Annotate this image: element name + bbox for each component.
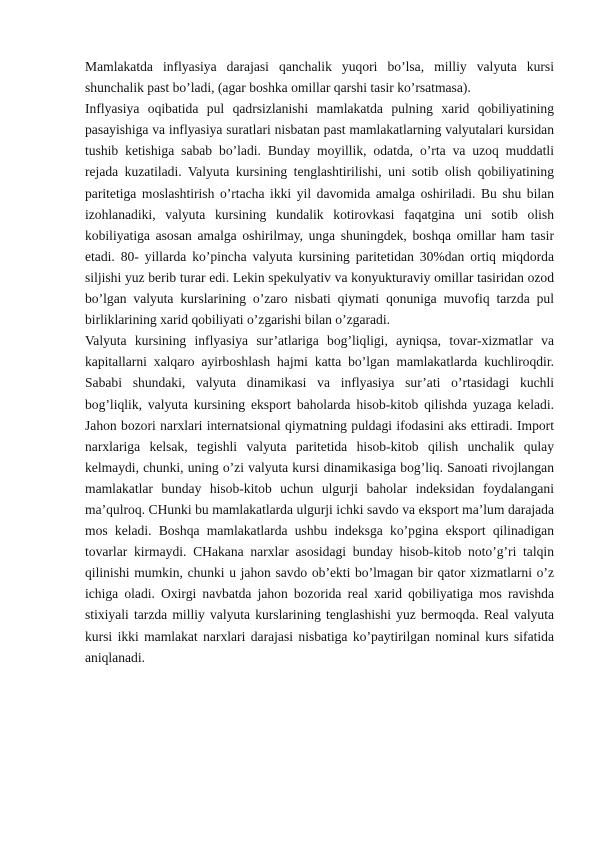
paragraph-exchange-rate-intro: Mamlakatda inflyasiya darajasi qanchalik yuqori bo’lsa, milliy valyuta kursi shunchalik past bo’ladi, (agar boshka omillar qarshi tasir ko’rsatmasa). [85, 59, 554, 96]
paragraph-inflation-dependency: Valyuta kursining inflyasiya sur’atlariga bog’liqligi, ayniqsa, tovar-xizmatlar va kapitallarni xalqaro ayirboshlash hajmi katta bo’lgan mamlakatlarda kuchliroqdir. Sababi shundaki, valyuta dinamikasi va inflyasiya sur’ati o’rtasidagi kuchli bog’liqlik, valyuta kursining eksport baholarda hisob-kitob qilishda yuzaga keladi. Jahon bozori narxlari internatsional qiymatning puldagi ifodasini aks ettiradi. Import narxlariga kelsak, tegishli valyuta paritetida hisob-kitob qilish unchalik qulay kelmaydi, chunki, uning o’zi valyuta kursi dinamikasiga bog’liq. Sanoati rivojlangan mamlakatlar bunday hisob-kitob uchun ulgurji baholar indeksidan foydalangani ma’qulroq. CHunki bu mamlakatlarda ulgurji ichki savdo va eksport ma’lum darajada mos keladi. Boshqa mamlakatlarda ushbu indeksga ko’pgina eksport qilinadigan tovarlar kirmaydi. CHakana narxlar asosidagi bunday hisob-kitob noto’g’ri talqin qilinishi mumkin, chunki u jahon savdo ob’ekti bo’lmagan bir qator xizmatlarni o’z ichiga oladi. Oxirgi navbatda jahon bozorida real xarid qobiliyatiga mos ravishda stixiyali tarzda milliy valyuta kurslarining tenglashishi yuz bermoqda. Real valyuta kursi ikki mamlakat narxlari darajasi nisbatiga ko’paytirilgan nominal kurs sifatida aniqlanadi. [85, 333, 554, 665]
paragraph-inflation-depreciation: Inflyasiya oqibatida pul qadrsizlanishi mamlakatda pulning xarid qobiliyatining pasayishiga va inflyasiya suratlari nisbatan past mamlakatlarning valyutalari kursidan tushib ketishiga sabab bo’ladi. Bunday moyillik, odatda, o’rta va uzoq muddatli rejada kuzatiladi. Valyuta kursining tenglashtirilishi, uni sotib olish qobiliyatining paritetiga moslashtirish o’rtacha ikki yil davomida amalga oshiriladi. Bu shu bilan izohlanadiki, valyuta kursining kundalik kotirovkasi faqatgina uni sotib olish kobiliyatiga asosan amalga oshirilmay, unga shuningdek, boshqa omillar ham tasir etadi. 80- yillarda ko’pincha valyuta kursining paritetidan 30%dan ortiq miqdorda siljishi yuz berib turar edi. Lekin spekulyativ va konyukturaviy omillar tasiridan ozod bo’lgan valyuta kurslarining o’zaro nisbati qiymati qonuniga muvofiq tarzda pul birliklarining xarid qobiliyati o’zgarishi bilan o’zgaradi. [85, 101, 554, 328]
document-page [85, 56, 554, 668]
